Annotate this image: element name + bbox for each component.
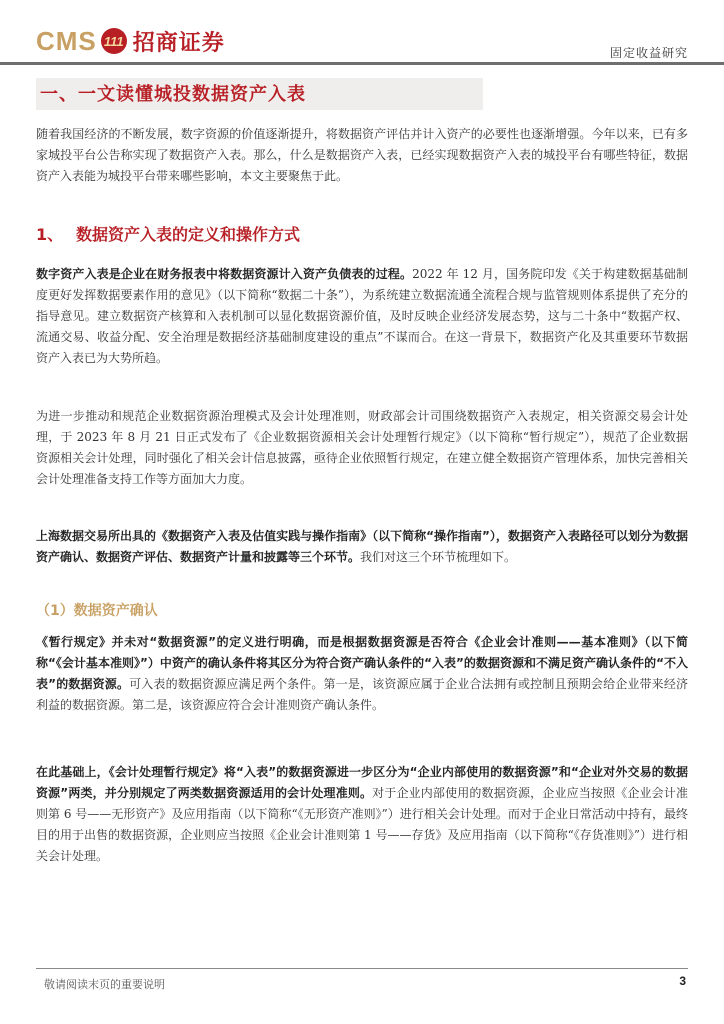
page-header	[0, 0, 724, 66]
subsubsection-title: （1）数据资产确认	[36, 603, 158, 619]
page-number: 3	[679, 974, 686, 988]
paragraph-4	[36, 632, 688, 716]
logo-company-name: 招商证券	[132, 30, 225, 56]
subsection-title	[36, 222, 300, 245]
paragraph-1	[36, 264, 688, 369]
paragraph-5	[36, 762, 688, 867]
paragraph-1-bold: 数字资产入表是企业在财务报表中将数据资源计入资产负债表的过程。	[36, 267, 413, 281]
footer-divider	[36, 968, 688, 969]
paragraph-3-text: 我们对这三个环节梳理如下。	[360, 550, 517, 564]
logo-cms-text: CMS	[36, 25, 97, 56]
paragraph-1-text: 2022 年 12 月，国务院印发《关于构建数据基础制度更好发挥数据要素作用的意见》（以下简称“数据二十条”），为系统建立数据流通全流程合规与监管规则体系提供了充分的指导意见。建立数据资产核算和入表机制可以显化数据资源价值，及时反映企业经济发展态势，这与二十条中“数据产权、流通交易、收益分配、安全治理是数据经济基础制度建设的重点”不谋而合。在这一背景下，数据资产化及其重要环节数据资产入表已为大势所趋。	[36, 267, 688, 365]
section-title: 一、一文读懂城投数据资产入表	[40, 84, 306, 105]
paragraph-5-bold: 在此基础上，《会计处理暂行规定》将“入表”的数据资源进一步区分为“企业内部使用的数据资源”和“企业对外交易的数据资源”两类，并分别规定了两类数据资源适用的会计处理准则。	[36, 765, 688, 800]
logo-badge-icon: 111	[101, 28, 127, 54]
intro-paragraph: 随着我国经济的不断发展，数字资源的价值逐渐提升，将数据资产评估并计入资产的必要性也逐渐增强。今年以来，已有多家城投平台公告称实现了数据资产入表。那么，什么是数据资产入表，已经实现数据资产入表的城投平台有哪些特征，数据资产入表能为城投平台带来哪些影响，本文主要聚焦于此。	[36, 127, 688, 183]
subsection-text: 数据资产入表的定义和操作方式	[76, 225, 301, 244]
footer-disclaimer: 敬请阅读末页的重要说明	[44, 978, 165, 991]
header-divider	[0, 62, 724, 65]
paragraph-4-text: 可入表的数据资源应满足两个条件。第一是，该资源应属于企业合法拥有或控制且预期会给企业带来经济利益的数据资源。第二是，该资源应符合会计准则资产确认条件。	[36, 677, 688, 712]
subsection-number: 1、	[36, 225, 64, 244]
report-type: 固定收益研究	[609, 46, 688, 60]
paragraph-3-bold: 上海数据交易所出具的《数据资产入表及估值实践与操作指南》（以下简称“操作指南”），数据资产入表路径可以划分为数据资产确认、数据资产评估、数据资产计量和披露等三个环节。	[36, 529, 688, 564]
paragraph-3	[36, 526, 688, 568]
paragraph-5-text: 对于企业内部使用的数据资源，企业应当按照《企业会计准则第 6 号——无形资产》及应用指南（以下简称“《无形资产准则》”）进行相关会计处理。而对于企业日常活动中持有，最终目的用于出售的数据资源，企业则应当按照《企业会计准则第 1 号——存货》及应用指南（以下简称“《存货准则》”）进行相关会计处理。	[36, 786, 688, 863]
paragraph-2: 为进一步推动和规范企业数据资源治理模式及会计处理准则，财政部会计司围绕数据资产入表规定，相关资源交易会计处理，于 2023 年 8 月 21 日正式发布了《企业数据资源相关会计处理暂行规定》（以下简称“暂行规定”），规范了企业数据资源相关会计处理，同时强化了相关会计信息披露，亟待企业依照暂行规定，在建立健全数据资产管理体系，加快完善相关会计处理准备支持工作等方面加大力度。	[36, 409, 688, 486]
paragraph-4-bold: 《暂行规定》并未对“数据资源”的定义进行明确，而是根据数据资源是否符合《企业会计准则——基本准则》（以下简称“《会计基本准则》”）中资产的确认条件将其区分为符合资产确认条件的“入表”的数据资源和不满足资产确认条件的“不入表”的数据资源。	[36, 635, 688, 691]
cms-logo	[36, 26, 225, 56]
